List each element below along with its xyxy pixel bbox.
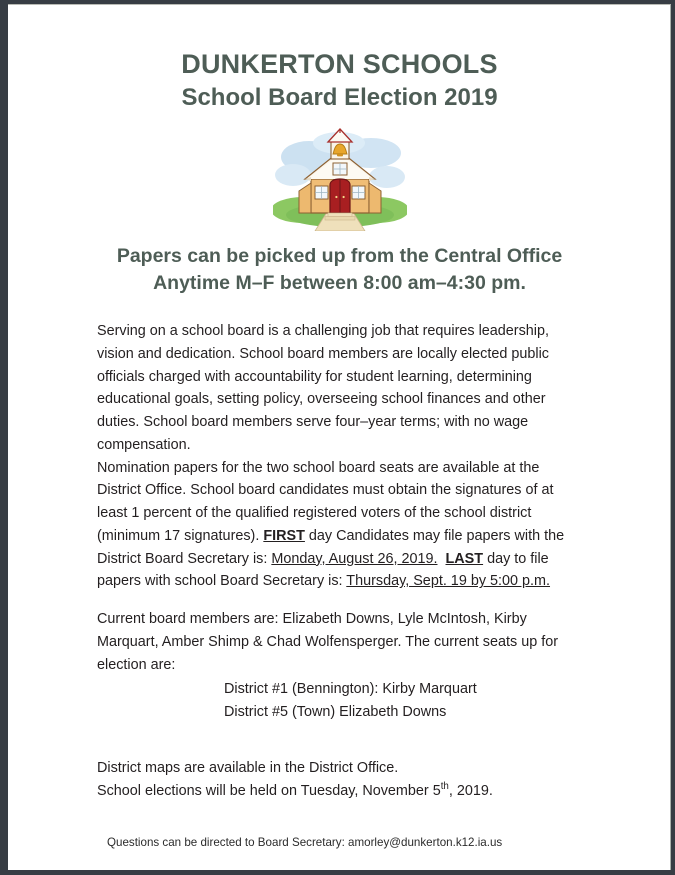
paragraph-current-members: Current board members are: Elizabeth Downs, Lyle McIntosh, Kirby Marquart, Amber Shimp & Chad Wolfensperger. The current seats up for election are: (97, 611, 558, 673)
election-date-ordinal: th (440, 781, 449, 793)
election-date-text-2: , 2019. (448, 782, 493, 799)
pickup-line-2: Anytime M–F between 8:00 am–4:30 pm. (153, 272, 526, 295)
paragraph-nomination (97, 457, 583, 594)
space-1 (438, 551, 446, 567)
paragraph-district-maps: District maps are available in the District Office. (97, 760, 399, 777)
document-content (8, 5, 671, 870)
last-filing-date: Thursday, Sept. 19 by 5:00 p.m. (346, 573, 551, 590)
list-item: District #1 (Bennington): Kirby Marquart (224, 681, 477, 698)
nomination-text-1: Nomination papers for the two school board seats are available at the District Office. School board candidates must obtain the signatures of at least 1 percent of the qualified registered voters of the school district (minimum 17 signatures). (97, 459, 554, 544)
spacer-1 (97, 593, 583, 608)
nomination-text-2: day Candidates may file papers with the District Board Secretary is: (97, 527, 565, 567)
page-title: DUNKERTON SCHOOLS (181, 49, 498, 79)
first-label: FIRST (263, 527, 305, 544)
last-label: LAST (445, 550, 484, 567)
title-block (8, 5, 671, 113)
schoolhouse-illustration (8, 127, 671, 231)
list-item: District #5 (Town) Elizabeth Downs (224, 703, 447, 720)
schoolhouse-icon (273, 127, 407, 231)
first-filing-date: Monday, August 26, 2019. (271, 550, 438, 567)
pickup-notice (8, 243, 671, 298)
body-copy (8, 320, 671, 851)
contact-footer: Questions can be directed to Board Secretary: amorley@dunkerton.k12.ia.us (107, 835, 503, 849)
pickup-line-1: Papers can be picked up from the Central Office (116, 244, 563, 267)
paragraph-election-date (97, 780, 583, 803)
nomination-text-3: day to file papers with school Board Secretary is: (97, 550, 549, 590)
document-sheet (8, 4, 671, 870)
seats-up-for-election-list (97, 678, 583, 723)
election-date-text-1: School elections will be held on Tuesday, November 5 (97, 782, 441, 799)
spacer-2 (97, 723, 583, 757)
paragraph-serving: Serving on a school board is a challenging job that requires leadership, vision and dedication. School board members are locally elected public officials charged with accountability for student learning, determining educational goals, setting policy, overseeing school finances and other duties. School board members serve four–year terms; with no wage compensation. (97, 323, 549, 453)
page-subtitle: School Board Election 2019 (181, 83, 498, 111)
